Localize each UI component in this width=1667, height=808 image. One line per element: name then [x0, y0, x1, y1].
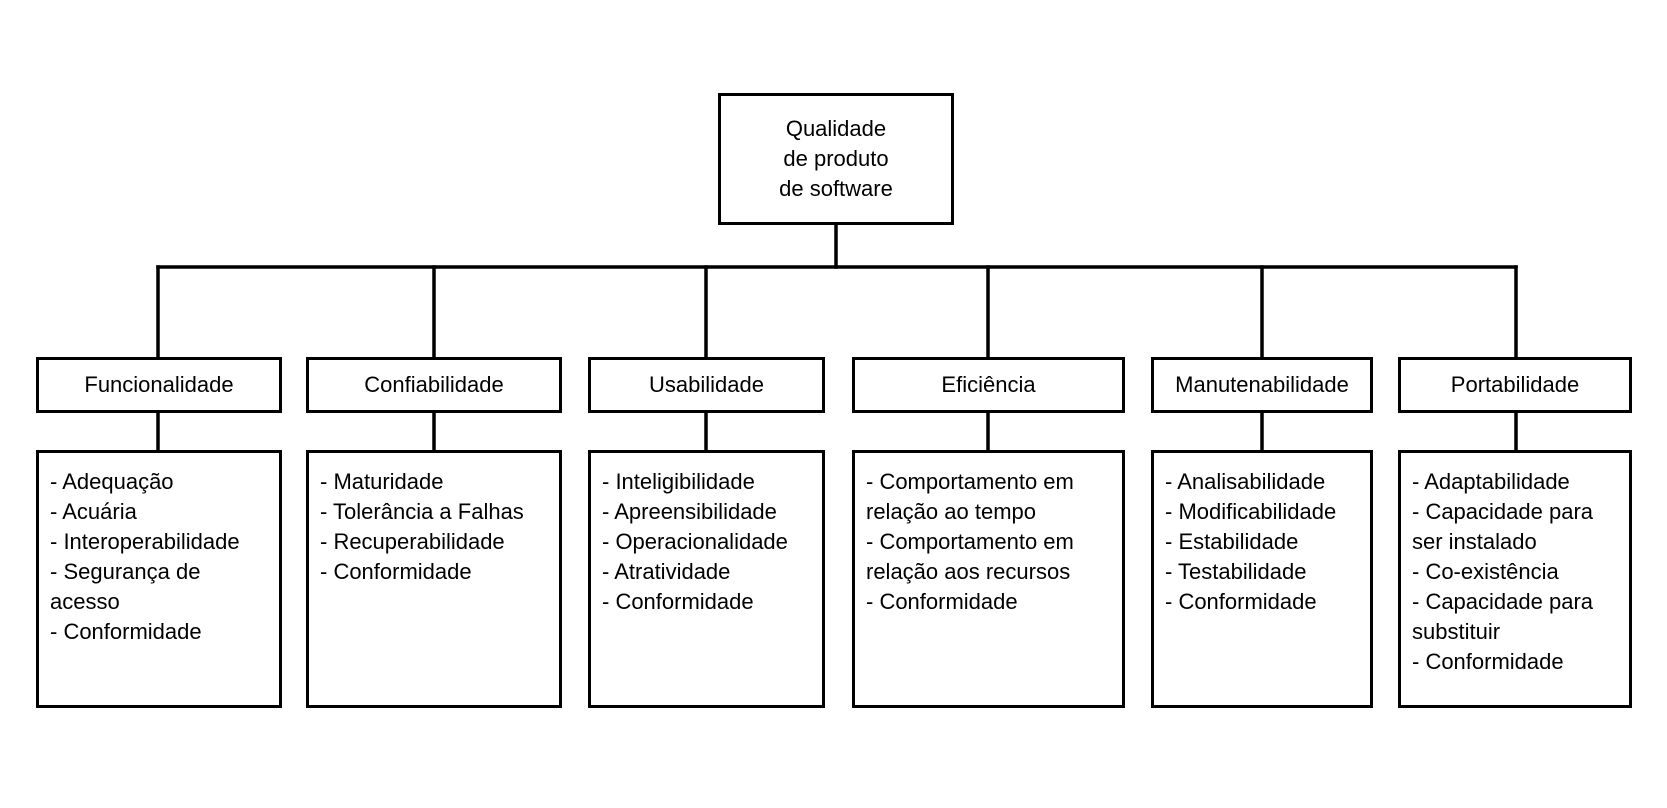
detail-item-continuation: substituir [1412, 619, 1501, 644]
category-node-usabilidade [588, 357, 825, 413]
detail-box-portabilidade [1398, 450, 1632, 708]
detail-item-continuation: acesso [50, 589, 120, 614]
detail-item [602, 587, 822, 617]
category-title: Portabilidade [1450, 372, 1580, 397]
detail-box-manutenabilidade [1151, 450, 1373, 708]
detail-item [1165, 467, 1370, 497]
detail-item [320, 497, 559, 527]
detail-item [50, 497, 279, 527]
detail-item-text: - Maturidade [320, 469, 444, 494]
detail-box-usabilidade [588, 450, 825, 708]
detail-item-text: - Operacionalidade [602, 529, 788, 554]
category-node-confiabilidade [306, 357, 562, 413]
category-title: Funcionalidade [84, 372, 234, 397]
detail-item [50, 617, 279, 647]
detail-item [50, 557, 279, 617]
detail-item-text: - Adequação [50, 469, 174, 494]
detail-item-text: - Conformidade [1412, 649, 1564, 674]
detail-item [320, 467, 559, 497]
root-label-line: de produto [783, 146, 889, 171]
detail-item [1165, 557, 1370, 587]
detail-item-text: - Testabilidade [1165, 559, 1307, 584]
category-node-funcionalidade [36, 357, 282, 413]
detail-item [866, 527, 1122, 587]
detail-item-text: - Recuperabilidade [320, 529, 505, 554]
category-title: Manutenabilidade [1175, 372, 1349, 397]
detail-item-text: - Capacidade para [1412, 499, 1594, 524]
detail-box-funcionalidade [36, 450, 282, 708]
detail-item-text: - Analisabilidade [1165, 469, 1326, 494]
detail-item-continuation: relação aos recursos [866, 559, 1071, 584]
detail-item [1165, 497, 1370, 527]
root-label [779, 114, 893, 204]
detail-item [320, 527, 559, 557]
category-title: Eficiência [941, 372, 1036, 397]
detail-item-text: - Conformidade [1165, 589, 1317, 614]
detail-item-text: - Conformidade [320, 559, 472, 584]
detail-item [1165, 527, 1370, 557]
detail-item-text: - Conformidade [866, 589, 1018, 614]
category-node-eficiencia [852, 357, 1125, 413]
detail-item [602, 467, 822, 497]
detail-item-text: - Estabilidade [1165, 529, 1299, 554]
detail-item [1412, 497, 1629, 557]
detail-item-text: - Apreensibilidade [602, 499, 777, 524]
detail-item [320, 557, 559, 587]
detail-item-text: - Tolerância a Falhas [320, 499, 524, 524]
root-label-line: Qualidade [785, 116, 887, 141]
detail-item-text: - Segurança de [50, 559, 201, 584]
detail-item-text: - Comportamento em [866, 469, 1074, 494]
detail-item [1412, 467, 1629, 497]
detail-item-text: - Interoperabilidade [50, 529, 240, 554]
detail-item [1412, 647, 1629, 677]
category-node-manutenabilidade [1151, 357, 1373, 413]
detail-item [1165, 587, 1370, 617]
detail-item-text: - Co-existência [1412, 559, 1559, 584]
detail-item-text: - Atratividade [602, 559, 731, 584]
detail-item-text: - Conformidade [602, 589, 754, 614]
detail-item-text: - Capacidade para [1412, 589, 1594, 614]
detail-item [602, 527, 822, 557]
detail-item [50, 467, 279, 497]
detail-item-text: - Conformidade [50, 619, 202, 644]
detail-box-eficiencia [852, 450, 1125, 708]
detail-item [50, 527, 279, 557]
category-node-portabilidade [1398, 357, 1632, 413]
detail-item-text: - Inteligibilidade [602, 469, 755, 494]
detail-item-continuation: ser instalado [1412, 529, 1537, 554]
detail-item [1412, 557, 1629, 587]
detail-item-text: - Modificabilidade [1165, 499, 1337, 524]
root-label-line: de software [779, 176, 893, 201]
detail-item-text: - Comportamento em [866, 529, 1074, 554]
detail-item [602, 557, 822, 587]
detail-item [866, 587, 1122, 617]
detail-item [1412, 587, 1629, 647]
detail-item-text: - Adaptabilidade [1412, 469, 1570, 494]
root-node [718, 93, 954, 225]
detail-item [866, 467, 1122, 527]
category-title: Confiabilidade [364, 372, 504, 397]
detail-item-continuation: relação ao tempo [866, 499, 1036, 524]
detail-box-confiabilidade [306, 450, 562, 708]
detail-item-text: - Acuária [50, 499, 137, 524]
detail-item [602, 497, 822, 527]
category-title: Usabilidade [649, 372, 764, 397]
